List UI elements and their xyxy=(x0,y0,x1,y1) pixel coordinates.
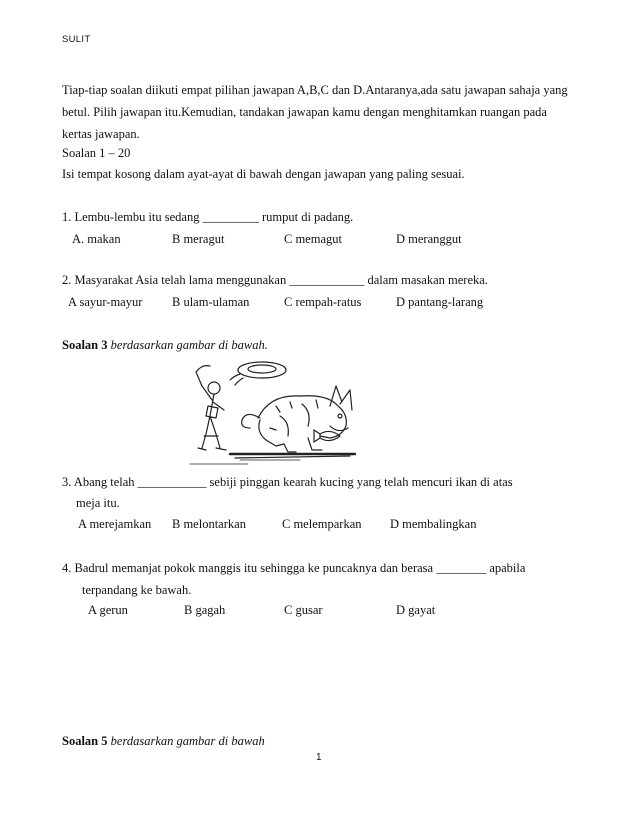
q4-option-a: A gerun xyxy=(88,603,128,617)
q1-option-c: C memagut xyxy=(284,232,342,246)
instruction-line-3: kertas jawapan. xyxy=(62,127,140,141)
question-1: 1. Lembu-lembu itu sedang _________ rumput di padang. xyxy=(62,210,354,224)
q1-option-d: D meranggut xyxy=(396,232,462,246)
q4-option-d: D gayat xyxy=(396,603,436,617)
q1-option-b: B meragut xyxy=(172,232,225,246)
section-5-note: berdasarkan gambar di bawah xyxy=(107,734,265,748)
question-3-line-1: 3. Abang telah ___________ sebiji pinggan kearah kucing yang telah mencuri ikan di atas xyxy=(62,475,513,489)
q1-option-a: A. makan xyxy=(72,232,121,246)
q3-option-c: C melemparkan xyxy=(282,517,362,531)
question-4-line-2: terpandang ke bawah. xyxy=(82,583,192,597)
section-3-label: Soalan 3 xyxy=(62,338,108,352)
section-5-label: Soalan 5 xyxy=(62,734,108,748)
q2-option-d: D pantang-larang xyxy=(396,295,484,309)
q2-option-b: B ulam-ulaman xyxy=(172,295,250,309)
question-range: Soalan 1 – 20 xyxy=(62,146,131,160)
section-5-heading xyxy=(62,733,265,749)
q4-option-b: B gagah xyxy=(184,603,226,617)
q2-option-a: A sayur-mayur xyxy=(68,295,143,309)
section-3-heading xyxy=(62,337,268,353)
q4-option-c: C gusar xyxy=(284,603,323,617)
question-4-line-1: 4. Badrul memanjat pokok manggis itu sehingga ke puncaknya dan berasa ________ apabila xyxy=(62,561,526,575)
question-3-line-2: meja itu. xyxy=(76,496,120,510)
page-number: 1 xyxy=(316,752,322,763)
q3-option-a: A merejamkan xyxy=(78,517,152,531)
illustration-boy-throwing-plate-at-cat xyxy=(180,356,365,468)
section-3-note: berdasarkan gambar di bawah. xyxy=(107,338,268,352)
page-header: SULIT xyxy=(62,34,91,45)
q2-option-c: C rempah-ratus xyxy=(284,295,362,309)
question-2: 2. Masyarakat Asia telah lama menggunakan ____________ dalam masakan mereka. xyxy=(62,273,488,287)
directive: Isi tempat kosong dalam ayat-ayat di bawah dengan jawapan yang paling sesuai. xyxy=(62,167,465,181)
q3-option-d: D membalingkan xyxy=(390,517,477,531)
instruction-line-2: betul. Pilih jawapan itu.Kemudian, tandakan jawapan kamu dengan menghitamkan ruangan pada xyxy=(62,105,547,119)
instruction-line-1: Tiap-tiap soalan diikuti empat pilihan jawapan A,B,C dan D.Antaranya,ada satu jawapan sahaja yang xyxy=(62,83,568,97)
q3-option-b: B melontarkan xyxy=(172,517,246,531)
